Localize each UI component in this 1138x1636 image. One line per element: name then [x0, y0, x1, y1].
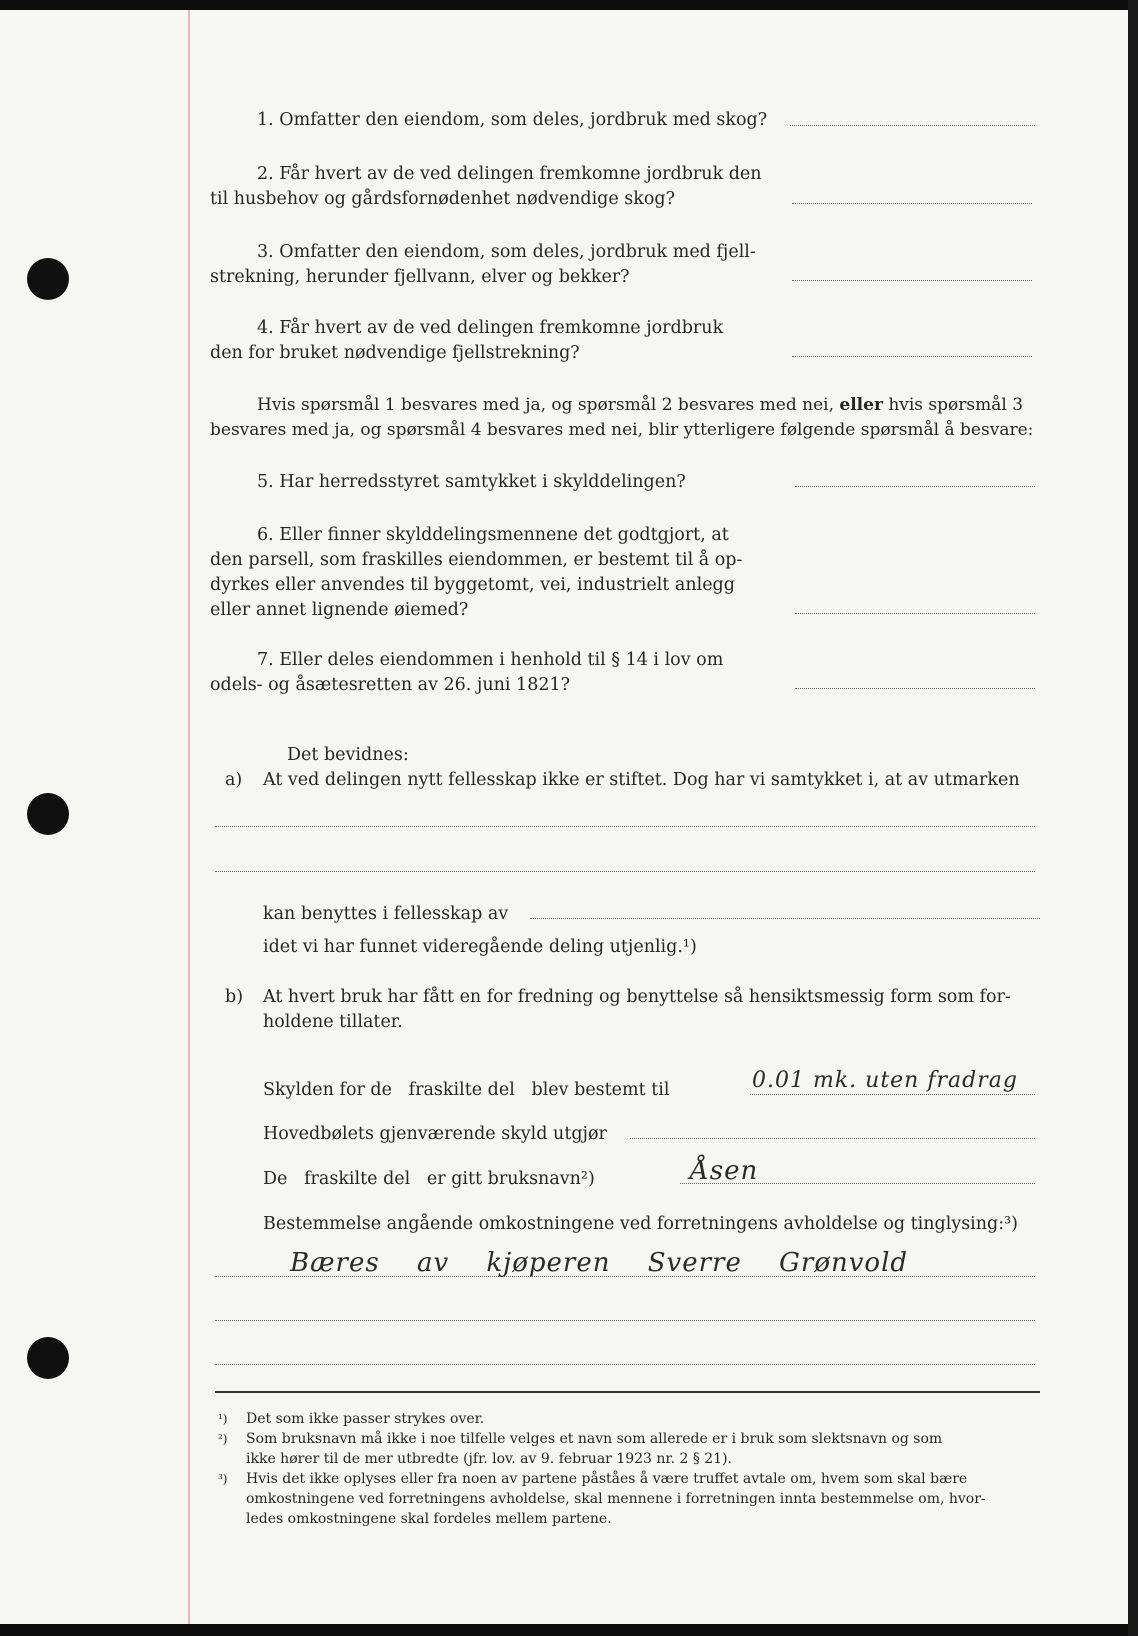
- footnote-2-line2: ikke hører til de mer utbredte (jfr. lov. av 9. februar 1923 nr. 2 § 21).: [246, 1451, 733, 1467]
- skyld-value[interactable]: 0.01 mk. uten fradrag: [752, 1068, 1018, 1093]
- shared-by-line[interactable]: [530, 918, 1040, 919]
- question-3-line1: 3. Omfatter den eiendom, som deles, jordbruk med fjell-: [257, 242, 756, 262]
- costs-line-2[interactable]: [215, 1320, 1035, 1321]
- condition-text-a: Hvis spørsmål 1 besvares med ja, og spørsmål 2 besvares med nei,: [257, 395, 834, 415]
- question-6-line1: 6. Eller finner skylddelingsmennene det godtgjort, at: [257, 525, 729, 545]
- answer-line-4[interactable]: [792, 356, 1032, 357]
- footnote-1: Det som ikke passer strykes over.: [246, 1411, 485, 1427]
- costs-value[interactable]: Bæres av kjøperen Sverre Grønvold: [290, 1248, 909, 1278]
- question-6-line3: dyrkes eller anvendes til byggetomt, vei, industrielt anlegg: [210, 575, 735, 595]
- footnote-2-marker: ²): [218, 1432, 228, 1446]
- footnote-3-line3: ledes omkostningene skal fordeles mellem partene.: [246, 1511, 612, 1527]
- scan-edge-right: [1128, 0, 1138, 1636]
- costs-line-3[interactable]: [215, 1364, 1035, 1365]
- scan-edge-bottom: [0, 1624, 1138, 1636]
- answer-line-5[interactable]: [795, 486, 1035, 487]
- question-7-line1: 7. Eller deles eiendommen i henhold til § 14 i lov om: [257, 650, 724, 670]
- certification-heading: Det bevidnes:: [287, 745, 409, 765]
- question-5: 5. Har herredsstyret samtykket i skylddelingen?: [257, 472, 686, 492]
- question-4-line2: den for bruket nødvendige fjellstrekning?: [210, 343, 580, 363]
- condition-paragraph-line2: besvares med ja, og spørsmål 4 besvares med nei, blir ytterligere følgende spørsmål å besvare:: [210, 420, 1034, 440]
- utmark-line-2[interactable]: [215, 871, 1035, 872]
- bruksnavn-value[interactable]: Åsen: [690, 1156, 759, 1186]
- question-6-line2: den parsell, som fraskilles eiendommen, er bestemt til å op-: [210, 550, 743, 570]
- item-a-shared: kan benyttes i fellesskap av: [263, 904, 509, 924]
- footnote-1-marker: ¹): [218, 1412, 228, 1426]
- question-4-line1: 4. Får hvert av de ved delingen fremkomne jordbruk: [257, 318, 724, 338]
- costs-label: Bestemmelse angående omkostningene ved forretningens avholdelse og tinglysing:³): [263, 1214, 1018, 1234]
- question-3-line2: strekning, herunder fjellvann, elver og bekker?: [210, 267, 630, 287]
- item-b-line1: At hvert bruk har fått en for fredning og benyttelse så hensiktsmessig form som for-: [263, 987, 1011, 1007]
- question-2-line1: 2. Får hvert av de ved delingen fremkomne jordbruk den: [257, 164, 762, 184]
- item-a-marker: a): [225, 770, 243, 790]
- hovedbol-label: Hovedbølets gjenværende skyld utgjør: [263, 1124, 607, 1144]
- answer-line-6[interactable]: [795, 613, 1035, 614]
- question-6-line4: eller annet lignende øiemed?: [210, 600, 469, 620]
- footnote-3-line2: omkostningene ved forretningens avholdelse, skal mennene i forretningen innta bestemmelse om, hvor-: [246, 1491, 986, 1507]
- answer-line-7[interactable]: [795, 688, 1035, 689]
- question-1: 1. Omfatter den eiendom, som deles, jordbruk med skog?: [257, 110, 768, 130]
- condition-text-b: hvis spørsmål 3: [888, 395, 1024, 415]
- answer-line-1[interactable]: [790, 125, 1035, 126]
- answer-line-2[interactable]: [792, 203, 1032, 204]
- item-a-reason: idet vi har funnet videregående deling utjenlig.¹): [263, 937, 697, 957]
- bruksnavn-label: De fraskilte del er gitt bruksnavn²): [263, 1169, 595, 1189]
- question-2-line2: til husbehov og gårdsfornødenhet nødvendige skog?: [210, 189, 675, 209]
- item-b-marker: b): [225, 987, 244, 1007]
- hovedbol-line[interactable]: [630, 1138, 1035, 1139]
- punch-hole: [27, 793, 69, 835]
- footnote-2-line1: Som bruksnavn må ikke i noe tilfelle velges et navn som allerede er i bruk som slektsnavn og som: [246, 1431, 943, 1447]
- utmark-line-1[interactable]: [215, 826, 1035, 827]
- scan-edge-top: [0, 0, 1138, 10]
- question-7-line2: odels- og åsætesretten av 26. juni 1821?: [210, 675, 570, 695]
- skyld-line[interactable]: [750, 1094, 1035, 1095]
- skyld-label: Skylden for de fraskilte del blev bestemt til: [263, 1080, 670, 1100]
- item-b-line2: holdene tillater.: [263, 1012, 403, 1032]
- footnote-separator: [215, 1391, 1040, 1393]
- condition-paragraph-line1: [257, 393, 1023, 418]
- item-a-text: At ved delingen nytt fellesskap ikke er stiftet. Dog har vi samtykket i, at av utmarken: [263, 770, 1020, 790]
- punch-hole: [27, 258, 69, 300]
- footnote-3-marker: ³): [218, 1472, 228, 1486]
- punch-hole: [27, 1337, 69, 1379]
- footnote-3-line1: Hvis det ikke oplyses eller fra noen av partene påståes å være truffet avtale om, hvem som skal bære: [246, 1471, 968, 1487]
- answer-line-3[interactable]: [792, 280, 1032, 281]
- margin-line: [188, 10, 190, 1624]
- condition-text-bold: eller: [839, 395, 883, 415]
